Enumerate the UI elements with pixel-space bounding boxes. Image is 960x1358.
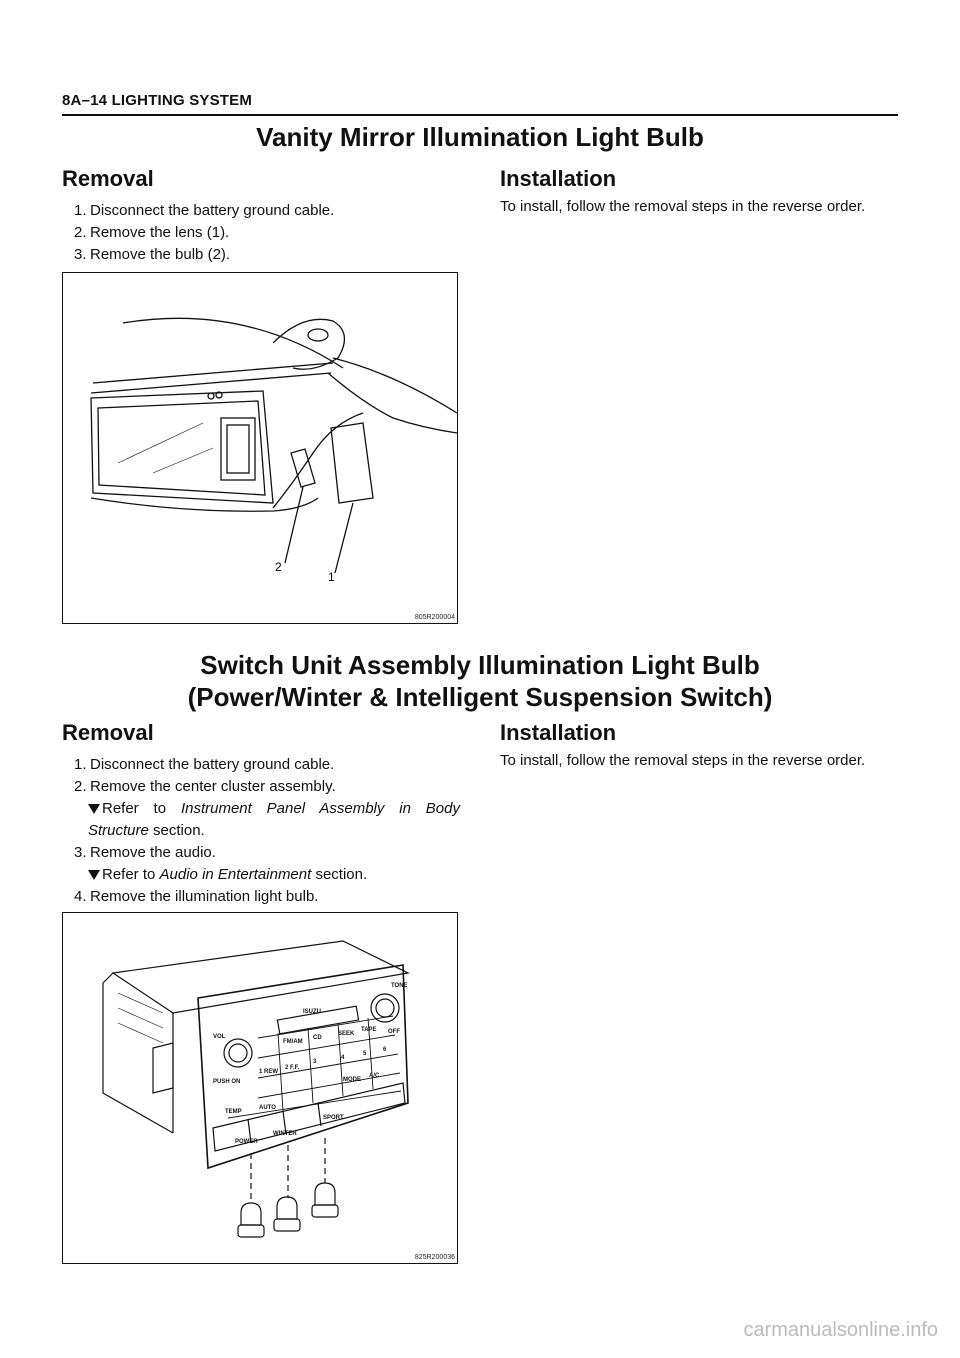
callout-2: 2 <box>275 560 282 574</box>
section1-removal-steps <box>74 200 334 266</box>
section1-step-3: 3. Remove the bulb (2). <box>74 246 231 263</box>
button-mode: MODE <box>343 1077 361 1083</box>
button-auto: AUTO <box>259 1105 276 1111</box>
page-header: 8A–14 LIGHTING SYSTEM <box>62 92 253 109</box>
button-temp: TEMP <box>225 1109 242 1115</box>
button-preset-2: 2 F.F. <box>285 1065 300 1071</box>
button-vol: VOL <box>213 1034 226 1040</box>
button-fm-am: FM/AM <box>283 1039 303 1045</box>
section2-removal-heading: Removal <box>62 720 154 745</box>
brand-label: ISUZU <box>303 1009 321 1015</box>
switch-unit-figure <box>62 912 458 1264</box>
section2-installation-text: To install, follow the removal steps in the reverse order. <box>500 752 866 769</box>
header-rule <box>62 114 898 116</box>
watermark: carmanualsonline.info <box>743 1319 938 1341</box>
button-ac: A/C <box>369 1073 380 1079</box>
button-tone: TONE <box>391 983 408 989</box>
button-preset-1: 1 REW <box>259 1069 279 1075</box>
button-winter: WINTER <box>273 1131 297 1137</box>
cross-reference-link: Instrument Panel Assembly in Body Structure <box>88 800 460 839</box>
section2-step-2: 2. Remove the center cluster assembly. <box>74 778 336 795</box>
warning-triangle-icon <box>88 804 100 814</box>
warning-triangle-icon <box>88 870 100 880</box>
section2-note-2: Refer to Audio in Entertainment section. <box>74 864 460 886</box>
button-seek: SEEK <box>338 1031 355 1037</box>
section2-step-4: 4. Remove the illumination light bulb. <box>74 888 319 905</box>
section1-title: Vanity Mirror Illumination Light Bulb <box>256 122 704 152</box>
section2-installation-heading: Installation <box>500 720 617 745</box>
section2-title-line2: (Power/Winter & Intelligent Suspension Switch) <box>187 682 773 712</box>
section2-step-1: 1. Disconnect the battery ground cable. <box>74 756 335 773</box>
button-preset-4: 4 <box>341 1055 345 1061</box>
button-cd: CD <box>313 1035 322 1041</box>
vanity-mirror-illustration <box>63 273 457 623</box>
section2-removal-steps <box>74 754 460 908</box>
figure-code: 825R200036 <box>414 1254 455 1261</box>
button-tape: TAPE <box>361 1027 377 1033</box>
figure-code: 805R200004 <box>414 614 455 621</box>
section1-installation-heading: Installation <box>500 166 617 191</box>
button-preset-3: 3 <box>313 1059 317 1065</box>
section2-step-3: 3. Remove the audio. <box>74 844 216 861</box>
switch-unit-illustration <box>63 913 457 1263</box>
button-push-on: PUSH ON <box>213 1079 241 1085</box>
button-preset-5: 5 <box>363 1051 367 1057</box>
section1-step-1: 1. Disconnect the battery ground cable. <box>74 202 335 219</box>
button-power: POWER <box>235 1139 258 1145</box>
section2-note-1: Refer to Instrument Panel Assembly in Body Structure section. <box>88 800 460 839</box>
section1-removal-heading: Removal <box>62 166 154 191</box>
section1-installation-text: To install, follow the removal steps in the reverse order. <box>500 198 866 215</box>
cross-reference-link: Audio in Entertainment <box>159 866 312 883</box>
callout-1: 1 <box>328 570 335 584</box>
section1-step-2: 2. Remove the lens (1). <box>74 224 230 241</box>
vanity-mirror-figure <box>62 272 458 624</box>
button-off: OFF <box>388 1029 400 1035</box>
section2-title-line1: Switch Unit Assembly Illumination Light Bulb <box>200 650 760 680</box>
button-preset-6: 6 <box>383 1047 387 1053</box>
button-sport: SPORT <box>323 1115 344 1121</box>
